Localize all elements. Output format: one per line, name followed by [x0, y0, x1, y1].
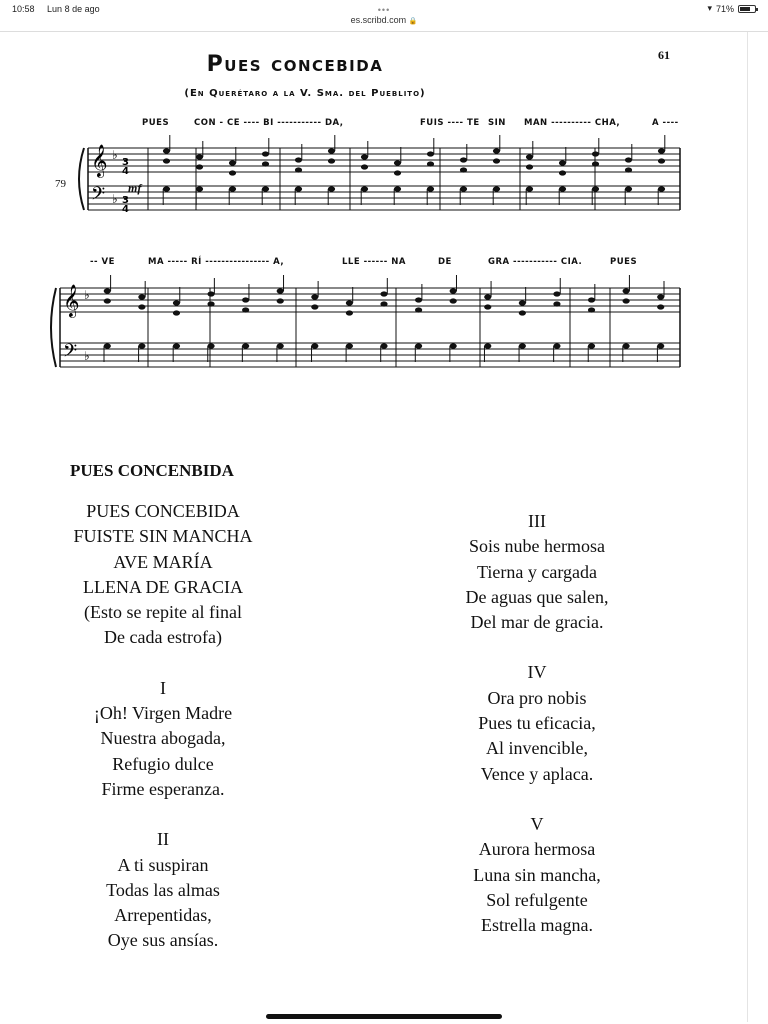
system1-treble-note [196, 154, 203, 159]
system2-treble-note [450, 298, 457, 303]
system1-treble-note [163, 148, 170, 153]
system2-treble-note [242, 297, 249, 302]
lyrics-heading: PUES CONCENBIDA [70, 461, 234, 480]
page-number: 61 [658, 48, 670, 62]
system1-treble-note [460, 167, 467, 172]
system2-treble-note [104, 288, 111, 293]
sheet-music [50, 40, 690, 385]
lyric-syllable: FUIS ---- TE [420, 118, 480, 128]
system2-treble-note [623, 288, 630, 293]
toolbar-divider [0, 31, 768, 32]
stanza-number: I [160, 677, 166, 698]
system2-bass-note [380, 343, 387, 348]
stanza-number: V [530, 813, 544, 834]
lyric-line: Refugio dulce [112, 753, 214, 774]
system2-bass-note [207, 343, 214, 348]
system2-treble-note [207, 301, 214, 306]
system1-treble-note [361, 154, 368, 159]
system2-bass-note [138, 343, 145, 348]
system1-time-signature: 3 [122, 195, 129, 206]
more-options-icon[interactable]: ••• [377, 5, 391, 15]
system2-treble-note [380, 291, 387, 296]
system2-bass-note [104, 343, 111, 348]
system1-treble-note [493, 148, 500, 153]
lyric-line: A ti suspiran [117, 854, 209, 875]
system2-bass-note [623, 343, 630, 348]
system2-treble-note [173, 300, 180, 305]
lyric-line: Arrepentidas, [114, 905, 212, 926]
lyric-line: De cada estrofa) [104, 627, 222, 648]
system2-treble-note [450, 288, 457, 293]
lyric-line: Nuestra abogada, [100, 728, 226, 749]
lyric-line: Aurora hermosa [478, 839, 596, 860]
system2-treble-note [242, 307, 249, 312]
stanza-2 [40, 827, 286, 953]
lyric-syllable: LLE ------ NA [342, 257, 406, 267]
system1-treble-note [328, 148, 335, 153]
system1-treble-note [361, 164, 368, 169]
lyric-line: Tierna y cargada [477, 561, 597, 582]
lyric-syllable: PUES [142, 118, 170, 128]
lyric-syllable: A ---- [652, 118, 679, 128]
system2-bass-note [311, 343, 318, 348]
system2-treble-note [277, 298, 284, 303]
system1-bass-note [328, 186, 335, 191]
score-subtitle: (En Querétaro a la V. Sma. del Pueblito) [184, 88, 426, 99]
system2-flat-icon: ♭ [84, 349, 90, 363]
system1-treble-note [163, 158, 170, 163]
system2-treble-note [623, 298, 630, 303]
lyric-syllable: GRA ----------- CIA. [488, 257, 583, 267]
lyric-syllable: MAN ---------- CHA, [524, 118, 621, 128]
system1-treble-note [328, 158, 335, 163]
system1-treble-note [394, 160, 401, 165]
system1-treble-note [625, 157, 632, 162]
url-text: es.scribd.com [350, 15, 407, 25]
system2-bass-note [588, 343, 595, 348]
system2-treble-note [138, 304, 145, 309]
system1-treble-note [295, 157, 302, 162]
system2-bass-note [484, 343, 491, 348]
system1-treble-note [658, 148, 665, 153]
system2-treble-note [657, 304, 664, 309]
lyric-line: ¡Oh! Virgen Madre [93, 703, 233, 724]
system1-bass-note [625, 186, 632, 191]
stanza-3 [414, 509, 660, 635]
system1-treble-note [592, 151, 599, 156]
system1-treble-note [295, 167, 302, 172]
system1-treble-note [658, 158, 665, 163]
system2-bass-clef-icon: 𝄢 [63, 341, 78, 366]
system1-treble-note [526, 164, 533, 169]
system2-treble-note [311, 304, 318, 309]
home-indicator[interactable] [266, 1014, 502, 1019]
system2-treble-note [519, 300, 526, 305]
lyric-line: Estrella magna. [481, 915, 593, 936]
battery-percent: 71% [715, 3, 734, 14]
system2-bass-note [346, 343, 353, 348]
system1-bass-note [295, 186, 302, 191]
system1-bass-note [361, 186, 368, 191]
wifi-icon: ▾ [707, 3, 712, 13]
system1-flat-icon: ♭ [112, 192, 118, 206]
stanza-5 [414, 812, 660, 938]
system2-treble-note [484, 304, 491, 309]
stanza-number: III [528, 511, 546, 531]
system1-treble-note [427, 151, 434, 156]
system2-treble-note [588, 297, 595, 302]
dynamic-marking: mf [128, 181, 142, 195]
lyric-line: Ora pro nobis [487, 687, 587, 708]
system2-bass-note [173, 343, 180, 348]
system2-treble-note [553, 301, 560, 306]
system-number: 79 [55, 178, 66, 190]
system2-treble-note [415, 307, 422, 312]
lyric-line: LLENA DE GRACIA [83, 576, 243, 597]
system1-treble-note [460, 157, 467, 162]
status-date: Lun 8 de ago [47, 4, 100, 14]
system2-flat-icon: ♭ [84, 288, 90, 302]
lyric-line: Todas las almas [106, 879, 220, 900]
lyric-line: (Esto se repite al final [84, 602, 242, 623]
system1-bass-note [559, 186, 566, 191]
system2-treble-note [519, 310, 526, 315]
system1-treble-note [196, 164, 203, 169]
system2-bass-note [657, 343, 664, 348]
score-title: Pues concebida [206, 52, 384, 77]
stanza-1 [40, 676, 286, 802]
system1-brace [79, 148, 84, 210]
system1-treble-note [262, 151, 269, 156]
system1-treble-note [559, 160, 566, 165]
system2-treble-note [657, 294, 664, 299]
system1-bass-note [262, 186, 269, 191]
system1-treble-note [427, 161, 434, 166]
stanza-number: IV [527, 662, 547, 683]
system1-time-signature: 4 [122, 166, 129, 177]
lyric-line: Pues tu eficacia, [478, 713, 596, 734]
system1-time-signature: 4 [122, 204, 129, 215]
system1-bass-note [460, 186, 467, 191]
system2-brace [51, 288, 56, 367]
url-display[interactable] [0, 15, 768, 25]
lyric-line: Sol refulgente [486, 889, 588, 910]
status-time: 10:58 [12, 4, 35, 14]
lyric-line: PUES CONCEBIDA [86, 501, 240, 521]
lyric-line: Vence y aplaca. [480, 763, 594, 784]
lyrics-column-left [40, 499, 286, 979]
system1-bass-clef-icon: 𝄢 [91, 184, 106, 209]
system2-treble-note [380, 301, 387, 306]
system2-bass-note [553, 343, 560, 348]
lock-icon: 🔒 [408, 18, 418, 25]
system1-treble-note [592, 161, 599, 166]
system2-treble-note [173, 310, 180, 315]
system1-treble-note [229, 160, 236, 165]
system2-bass-note [519, 343, 526, 348]
system2-treble-note [346, 300, 353, 305]
lyric-syllable: -- VE [90, 257, 115, 267]
lyric-syllable: MA ----- RÍ ---------------- A, [148, 257, 285, 267]
system1-treble-note [625, 167, 632, 172]
lyric-line: Del mar de gracia. [470, 612, 604, 633]
system2-treble-note [138, 294, 145, 299]
system1-bass-note [427, 186, 434, 191]
page-edge [747, 32, 748, 1022]
lyric-syllable: SIN [488, 118, 506, 128]
lyric-syllable: CON - CE ---- BI ----------- DA, [194, 118, 344, 128]
system1-bass-note [196, 186, 203, 191]
lyric-line: AVE MARÍA [113, 551, 213, 572]
system1-bass-note [592, 186, 599, 191]
lyric-line: Firme esperanza. [101, 778, 225, 799]
lyric-syllable: DE [438, 257, 452, 267]
system1-bass-note [229, 186, 236, 191]
lyric-line: De aguas que salen, [465, 586, 609, 607]
system2-bass-note [415, 343, 422, 348]
system2-treble-note [553, 291, 560, 296]
system2-bass-note [242, 343, 249, 348]
music-staff-drawing [50, 40, 690, 385]
system1-treble-note [394, 170, 401, 175]
system2-treble-note [104, 298, 111, 303]
system2-bass-note [277, 343, 284, 348]
lyric-syllable: PUES [610, 257, 638, 267]
system1-treble-note [526, 154, 533, 159]
system1-bass-note [163, 186, 170, 191]
system1-bass-note [493, 186, 500, 191]
system1-treble-note [229, 170, 236, 175]
system2-treble-note [588, 307, 595, 312]
system1-flat-icon: ♭ [112, 148, 118, 162]
lyric-line: Al invencible, [486, 738, 588, 759]
system2-treble-note [415, 297, 422, 302]
system2-treble-note [277, 288, 284, 293]
system2-bass-note [450, 343, 457, 348]
system2-treble-note [311, 294, 318, 299]
system2-treble-note [346, 310, 353, 315]
stanza-number: II [157, 829, 169, 850]
system1-bass-note [394, 186, 401, 191]
lyrics-column-right [414, 509, 660, 963]
system2-treble-clef-icon: 𝄞 [63, 284, 80, 317]
system1-treble-note [559, 170, 566, 175]
lyric-line: FUISTE SIN MANCHA [73, 526, 253, 547]
system1-time-signature: 3 [122, 157, 129, 168]
system1-bass-note [658, 186, 665, 191]
system1-treble-note [262, 161, 269, 166]
system1-bass-note [526, 186, 533, 191]
system1-treble-note [493, 158, 500, 163]
stanza-4 [414, 660, 660, 786]
browser-address-bar[interactable] [0, 3, 768, 25]
lyric-line: Sois nube hermosa [469, 536, 605, 557]
system2-treble-note [207, 291, 214, 296]
system1-treble-clef-icon: 𝄞 [91, 144, 108, 177]
chorus [40, 499, 286, 651]
system2-treble-note [484, 294, 491, 299]
lyric-line: Luna sin mancha, [473, 864, 601, 885]
lyric-line: Oye sus ansías. [107, 930, 219, 951]
